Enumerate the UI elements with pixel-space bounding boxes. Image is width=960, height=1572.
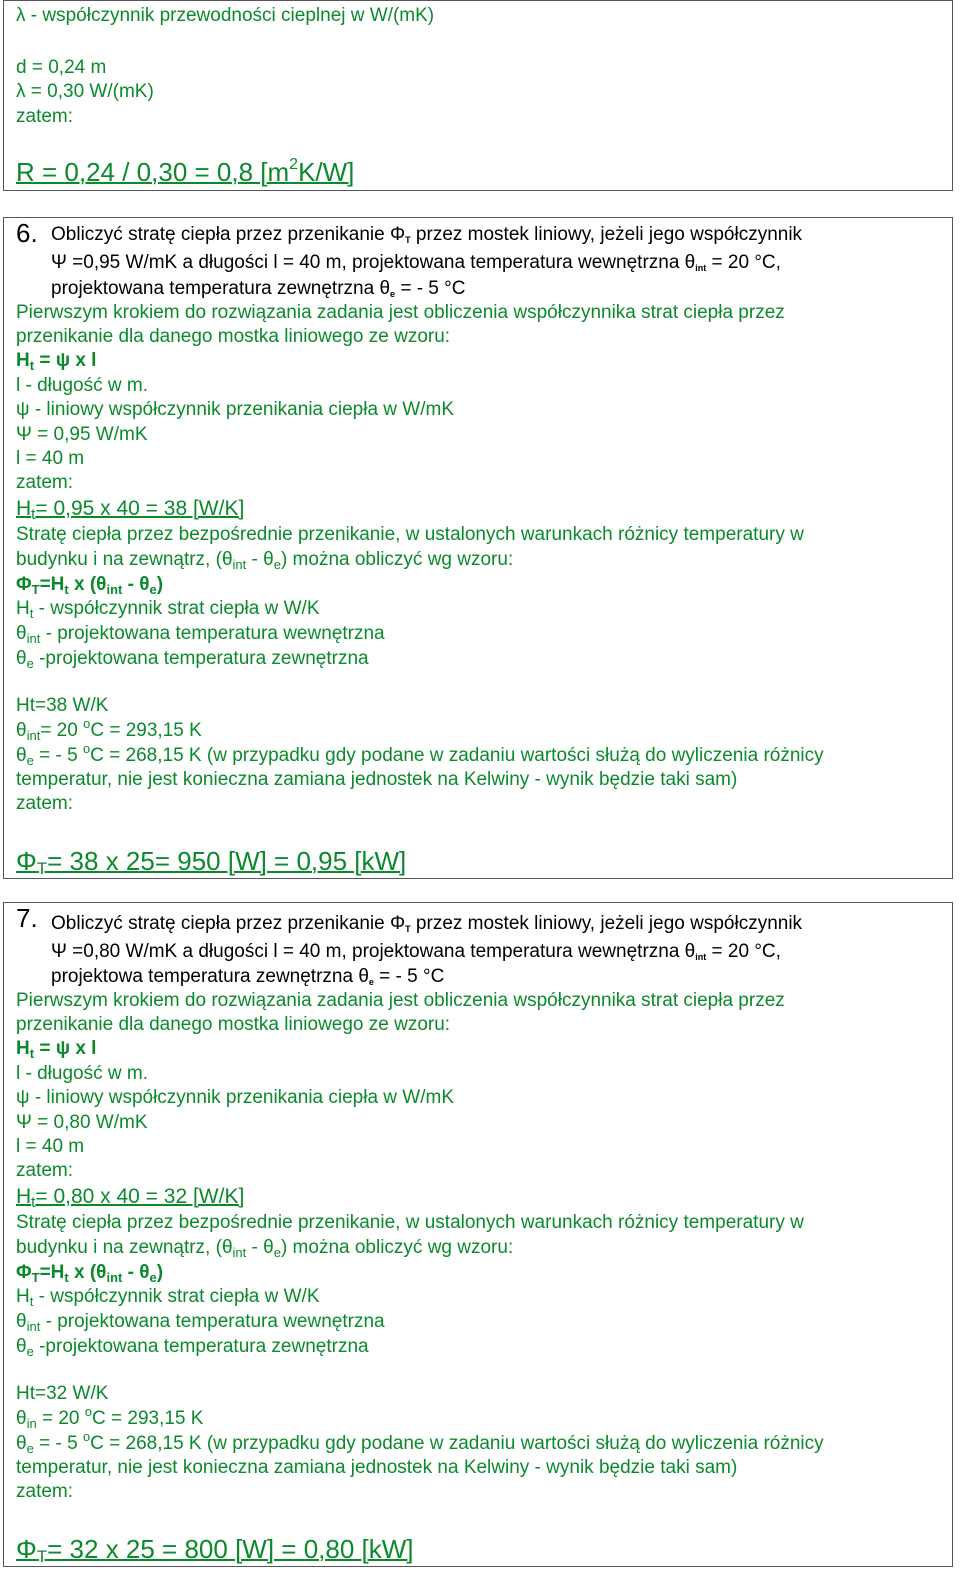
definition-length: l - długość w m.: [16, 375, 148, 396]
previous-solution-box: [3, 0, 953, 191]
definition-psi: ψ - liniowy współczynnik przenikania ciepła w W/mK: [16, 399, 455, 420]
theta-int-value: $\theta_{int}= 20$ $^o$C = 293,15 K: [16, 716, 202, 743]
definition-theta-e: $\theta_e$ -projektowana temperatura zewnętrzna: [16, 1336, 369, 1359]
value-psi: Ψ = 0,95 W/mK: [16, 424, 148, 445]
zatem-label: zatem:: [16, 1481, 74, 1502]
definition-ht: $H_t$ - współczynnik strat ciepła w W/K: [16, 598, 320, 621]
task-question-line-3: projektowa temperatura zewnętrzna $\theta_e$ = - 5 °C: [51, 966, 445, 987]
zatem-label: zatem:: [16, 472, 74, 493]
lambda-value: λ = 0,30 W/(mK): [16, 81, 154, 102]
theta-e-note: temperatur, nie jest konieczna zamiana jednostek na Kelwiny - wynik będzie taki sam): [16, 1457, 738, 1478]
definition-theta-e: $\theta_e$ -projektowana temperatura zewnętrzna: [16, 648, 369, 671]
value-length: l = 40 m: [16, 1136, 85, 1157]
formula-phi: $\Phi_T=H_t$ x $(\theta_{int} - \theta_e)$: [16, 574, 164, 597]
ht-value: Ht=32 W/K: [16, 1383, 109, 1404]
definition-ht: $H_t$ - współczynnik strat ciepła w W/K: [16, 1286, 320, 1309]
ht-result: $H_t= 0,80$ x 40 = 32 [W/K]: [16, 1185, 245, 1211]
heat-loss-result: $\Phi_T= 38$ x 25= 950 [W] = 0,95 [kW]: [16, 846, 407, 878]
loss-text-line-2: budynku i na zewnątrz, $(\theta_{int} - \theta_e)$ można obliczyć wg wzoru:: [16, 549, 514, 572]
formula-ht: $H_t = \psi$ x l: [16, 1038, 97, 1061]
heat-loss-result: $\Phi_T= 32$ x 25 = 800 [W] = 0,80 [kW]: [16, 1534, 414, 1566]
theta-e-value: $\theta_e$ = - 5 $^o$C = 268,15 K (w przypadku gdy podane w zadaniu wartości służą do wyliczenia różnicy: [16, 1429, 824, 1456]
ht-result: $H_t= 0,95$ x 40 = 38 [W/K]: [16, 497, 245, 523]
value-length: l = 40 m: [16, 448, 85, 469]
lambda-definition: λ - współczynnik przewodności cieplnej w W/(mK): [16, 5, 435, 26]
ht-value: Ht=38 W/K: [16, 695, 109, 716]
thickness-value: d = 0,24 m: [16, 57, 107, 78]
zatem-label: zatem:: [16, 1160, 74, 1181]
task-question-line-1: Obliczyć stratę ciepła przez przenikanie $\Phi_T$ przez mostek liniowy, jeżeli jego współczynnik: [51, 224, 803, 245]
task-7-box: [3, 902, 953, 1567]
formula-ht: $H_t = \psi$ x l: [16, 350, 97, 373]
task-number: 7.: [16, 903, 38, 933]
loss-text-line-1: Stratę ciepła przez bezpośrednie przenikanie, w ustalonych warunkach różnicy temperatury w: [16, 1212, 804, 1233]
theta-e-value: $\theta_e$ = - 5 $^o$C = 268,15 K (w przypadku gdy podane w zadaniu wartości służą do wyliczenia różnicy: [16, 741, 824, 768]
zatem-label: zatem:: [16, 793, 74, 814]
loss-text-line-2: budynku i na zewnątrz, $(\theta_{int} - \theta_e)$ można obliczyć wg wzoru:: [16, 1237, 514, 1260]
task-question-line-1: Obliczyć stratę ciepła przez przenikanie $\Phi_T$ przez mostek liniowy, jeżeli jego współczynnik: [51, 913, 803, 934]
value-psi: Ψ = 0,80 W/mK: [16, 1112, 148, 1133]
task-question-line-2: Ψ =0,95 W/mK a długości l = 40 m, projektowana temperatura wewnętrzna $\theta_{int} = 20$ °C,: [51, 252, 781, 273]
theta-int-value: $\theta_{in} = 20$ $^o$C = 293,15 K: [16, 1404, 204, 1431]
definition-length: l - długość w m.: [16, 1063, 148, 1084]
theta-e-note: temperatur, nie jest konieczna zamiana jednostek na Kelwiny - wynik będzie taki sam): [16, 769, 738, 790]
formula-phi: $\Phi_T=H_t$ x $(\theta_{int} - \theta_e)$: [16, 1262, 164, 1285]
definition-theta-int: $\theta_{int}$ - projektowana temperatura wewnętrzna: [16, 1311, 385, 1334]
intro-line-1: Pierwszym krokiem do rozwiązania zadania jest obliczenia współczynnika strat ciepła przez: [16, 990, 785, 1011]
intro-line-2: przenikanie dla danego mostka liniowego ze wzoru:: [16, 1014, 451, 1035]
intro-line-1: Pierwszym krokiem do rozwiązania zadania jest obliczenia współczynnika strat ciepła przez: [16, 302, 785, 323]
definition-theta-int: $\theta_{int}$ - projektowana temperatura wewnętrzna: [16, 623, 385, 646]
loss-text-line-1: Stratę ciepła przez bezpośrednie przenikanie, w ustalonych warunkach różnicy temperatury w: [16, 524, 804, 545]
intro-line-2: przenikanie dla danego mostka liniowego ze wzoru:: [16, 326, 451, 347]
zatem-label: zatem:: [16, 106, 74, 127]
task-question-line-2: Ψ =0,80 W/mK a długości l = 40 m, projektowana temperatura wewnętrzna $\theta_{int} = 20$ °C,: [51, 941, 781, 962]
resistance-result: R = 0,24 / 0,30 = 0,8 $[m^2K/W]$: [16, 156, 355, 187]
definition-psi: ψ - liniowy współczynnik przenikania ciepła w W/mK: [16, 1087, 455, 1108]
task-number: 6.: [16, 218, 38, 248]
task-6-box: [3, 217, 953, 879]
task-question-line-3: projektowana temperatura zewnętrzna $\theta_e$ = - 5 °C: [51, 278, 466, 299]
